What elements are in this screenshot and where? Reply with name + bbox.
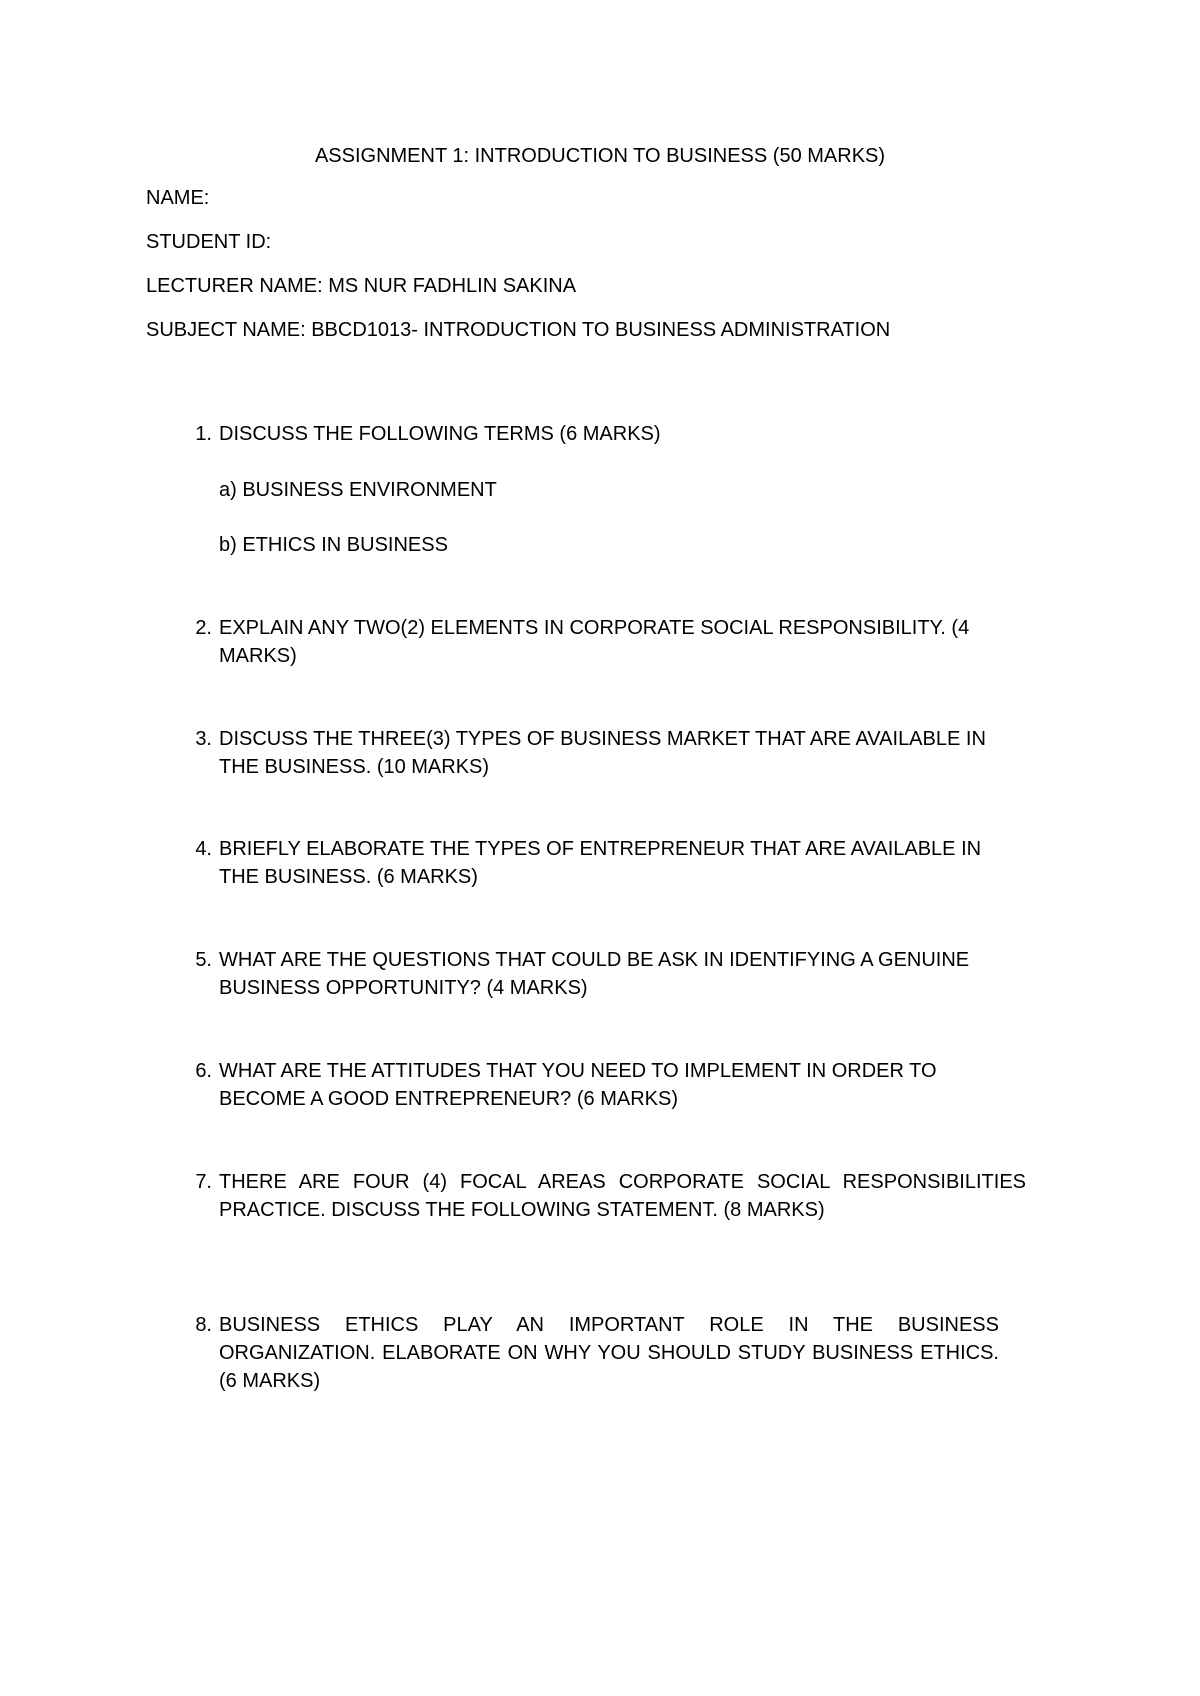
- question-number: 4.: [195, 838, 212, 860]
- question-number: 3.: [195, 728, 212, 750]
- assignment-title: ASSIGNMENT 1: INTRODUCTION TO BUSINESS (50 MARKS): [314, 145, 886, 167]
- question-number: 5.: [195, 949, 212, 971]
- question-number: 6.: [195, 1060, 212, 1082]
- question-text: THERE ARE FOUR (4) FOCAL AREAS CORPORATE SOCIAL RESPONSIBILITIES PRACTICE. DISCUSS THE FOLLOWING STATEMENT. (8 MARKS): [219, 1171, 1026, 1221]
- question-number: 1.: [195, 423, 212, 445]
- question-text: BRIEFLY ELABORATE THE TYPES OF ENTREPRENEUR THAT ARE AVAILABLE IN THE BUSINESS. (6 MARKS): [219, 838, 982, 888]
- question-1-sub-item-a: a) BUSINESS ENVIRONMENT: [219, 479, 497, 501]
- question-text: EXPLAIN ANY TWO(2) ELEMENTS IN CORPORATE SOCIAL RESPONSIBILITY. (4 MARKS): [219, 617, 970, 667]
- question-text: WHAT ARE THE QUESTIONS THAT COULD BE ASK IN IDENTIFYING A GENUINE BUSINESS OPPORTUNITY? (4 MARKS): [219, 949, 970, 999]
- question-text: WHAT ARE THE ATTITUDES THAT YOU NEED TO IMPLEMENT IN ORDER TO BECOME A GOOD ENTREPRENEUR? (6 MARKS): [219, 1060, 937, 1110]
- question-text: BUSINESS ETHICS PLAY AN IMPORTANT ROLE IN THE BUSINESS ORGANIZATION. ELABORATE ON WHY YOU SHOULD STUDY BUSINESS ETHICS. (6 MARKS): [219, 1314, 999, 1392]
- question-number: 7.: [195, 1171, 212, 1193]
- question-text: DISCUSS THE THREE(3) TYPES OF BUSINESS MARKET THAT ARE AVAILABLE IN THE BUSINESS. (10 MARKS): [219, 728, 986, 778]
- name-field-label: NAME:: [146, 187, 210, 209]
- question-number: 8.: [195, 1314, 212, 1336]
- student-id-field-label: STUDENT ID:: [146, 231, 272, 253]
- question-text: DISCUSS THE FOLLOWING TERMS (6 MARKS): [219, 423, 661, 445]
- question-1-sub-item-b: b) ETHICS IN BUSINESS: [219, 534, 448, 556]
- lecturer-name-line: LECTURER NAME: MS NUR FADHLIN SAKINA: [146, 275, 577, 297]
- question-number: 2.: [195, 617, 212, 639]
- subject-name-line: SUBJECT NAME: BBCD1013- INTRODUCTION TO BUSINESS ADMINISTRATION: [146, 319, 891, 341]
